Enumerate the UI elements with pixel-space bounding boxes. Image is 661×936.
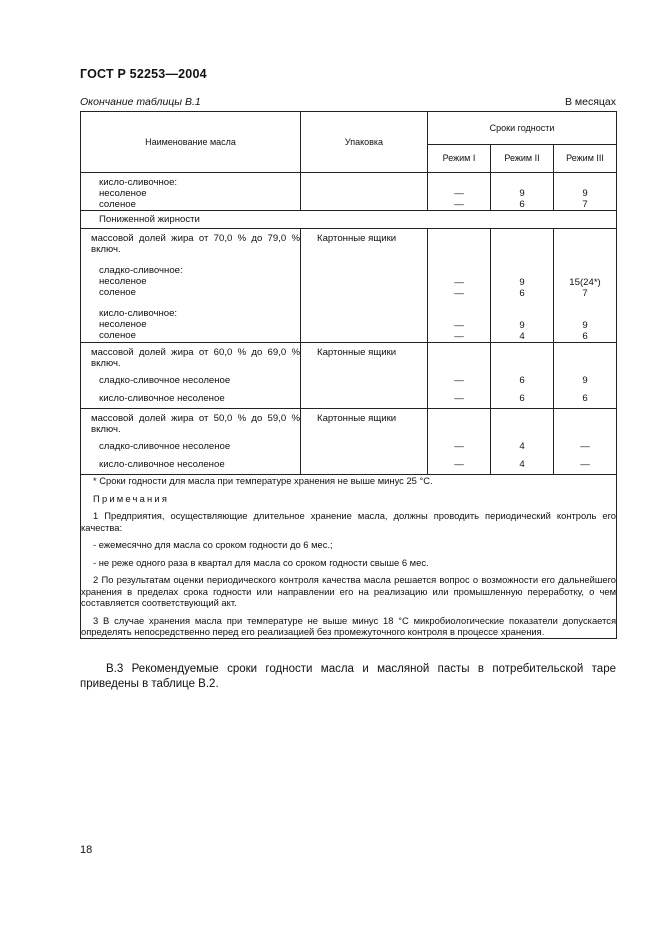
col-header-mode1: Режим I: [428, 145, 491, 173]
value-cell: —: [454, 393, 464, 404]
col-header-mode2: Режим II: [491, 145, 554, 173]
value-cell: 6: [519, 288, 525, 299]
table-caption: Окончание таблицы В.1: [80, 96, 201, 108]
package-cell: Картонные ящики: [317, 347, 397, 358]
row-line: сладко-сливочное несоленое: [99, 441, 231, 452]
row-name: массовой долей жира от 70,0 % до 79,0 % включ.: [91, 233, 300, 255]
value-cell: 9: [582, 320, 588, 331]
col-header-shelf-life: Сроки годности: [428, 112, 617, 145]
value-cell: —: [454, 277, 464, 288]
note-1b: - не реже одного раза в квартал для масла со сроком годности свыше 6 мес.: [93, 556, 429, 568]
footnote: * Сроки годности для масла при температуре хранения не выше минус 25 °С.: [93, 475, 433, 486]
note-3: 3 В случае хранения масла при температуре не выше минус 18 °С микробиологические показатели допускается определять непосредственно перед его реализацией без промежуточного контроля в процессе хранения.: [81, 614, 617, 637]
row-title: сладко-сливочное:: [99, 265, 183, 276]
package-cell: Картонные ящики: [317, 233, 397, 244]
row-title: кисло-сливочное:: [99, 308, 178, 319]
value-cell: 6: [519, 393, 525, 404]
table-row: [81, 409, 617, 475]
package-cell: Картонные ящики: [317, 413, 397, 424]
col-header-name: Наименование масла: [81, 112, 301, 173]
table-row: [81, 173, 617, 211]
value-cell: 6: [519, 375, 525, 386]
page-number: 18: [80, 844, 93, 856]
value-cell: 6: [519, 199, 525, 210]
value-cell: —: [454, 375, 464, 386]
value-cell: —: [454, 320, 464, 331]
value-cell: 4: [519, 459, 525, 470]
value-cell: —: [454, 331, 464, 342]
body-paragraph: [80, 662, 616, 692]
row-name: массовой долей жира от 60,0 % до 69,0 % включ.: [91, 347, 300, 369]
row-line: сладко-сливочное несоленое: [99, 375, 231, 386]
value-cell: 15(24*): [569, 277, 601, 288]
notes-title: Примечания: [93, 492, 170, 504]
row-line: соленое: [99, 287, 136, 298]
note-1a: - ежемесячно для масла со сроком годности до 6 мес.;: [93, 539, 333, 550]
value-cell: 4: [519, 441, 525, 452]
row-title: кисло-сливочное:: [99, 177, 178, 188]
value-cell: —: [454, 459, 464, 470]
row-name: массовой долей жира от 50,0 % до 59,0 % включ.: [91, 413, 300, 435]
row-line: несоленое: [99, 188, 147, 199]
units-note: В месяцах: [564, 96, 616, 108]
section-title: Пониженной жирности: [99, 214, 200, 225]
value-cell: 7: [582, 199, 588, 210]
row-line: несоленое: [99, 319, 147, 330]
value-cell: 9: [582, 188, 588, 199]
row-line: соленое: [99, 330, 136, 341]
value-cell: 6: [582, 331, 588, 342]
note-1: 1 Предприятия, осуществляющие длительное хранение масла, должны проводить периодический контроль его качества:: [81, 510, 617, 533]
value-cell: 9: [519, 320, 525, 331]
value-cell: —: [454, 441, 464, 452]
col-header-mode3: Режим III: [554, 145, 617, 173]
value-cell: 9: [582, 375, 588, 386]
row-line: кисло-сливочное несоленое: [99, 393, 225, 404]
value-cell: 9: [519, 188, 525, 199]
value-cell: —: [454, 188, 464, 199]
col-header-package: Упаковка: [301, 112, 428, 173]
shelf-life-table: [80, 111, 617, 639]
row-line: несоленое: [99, 276, 147, 287]
table-row-section: [81, 211, 617, 229]
value-cell: —: [580, 441, 590, 452]
value-cell: —: [454, 199, 464, 210]
table-row: [81, 229, 617, 343]
paragraph-text: В.3 Рекомендуемые сроки годности масла и масляной пасты в потребительской таре приведены в таблице В.2.: [80, 663, 616, 690]
table-row: [81, 343, 617, 409]
value-cell: 6: [582, 393, 588, 404]
value-cell: —: [454, 288, 464, 299]
value-cell: 9: [519, 277, 525, 288]
value-cell: 7: [582, 288, 588, 299]
row-line: кисло-сливочное несоленое: [99, 459, 225, 470]
value-cell: 4: [519, 331, 525, 342]
table-notes-row: [81, 475, 617, 639]
document-header: ГОСТ Р 52253—2004: [80, 67, 207, 81]
value-cell: —: [580, 459, 590, 470]
table-header-row: [81, 112, 617, 145]
row-line: соленое: [99, 199, 136, 210]
note-2: 2 По результатам оценки периодического контроля качества масла решается вопрос о возможности его дальнейшего хранения в пределах срока годности или направлении его на реализацию или промышленную переработку, о чем составляется соответствующий акт.: [81, 574, 617, 608]
